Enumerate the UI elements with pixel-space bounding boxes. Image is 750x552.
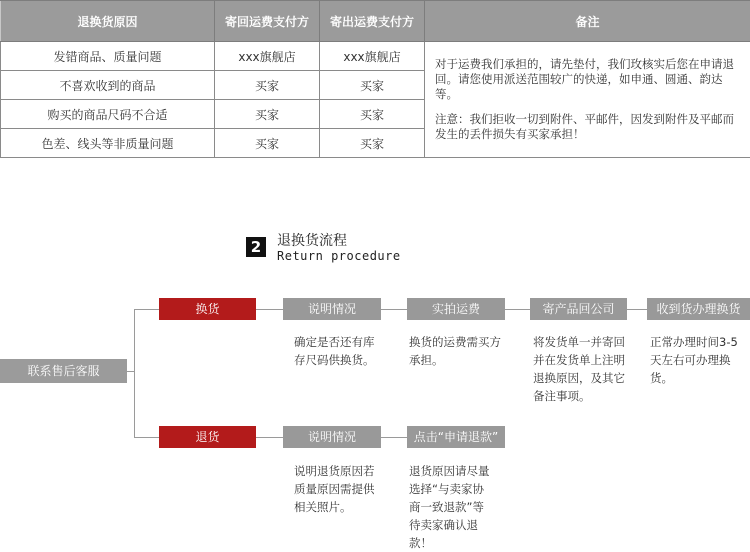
return-step-explain: 说明情况: [283, 426, 381, 448]
exchange-step-process-desc: 正常办理时间3-5天左右可办理换货。: [650, 333, 748, 387]
header-notes: 备注: [425, 1, 750, 42]
cell-reason: 发错商品、质量问题: [1, 42, 215, 71]
exchange-step-shipping-desc: 换货的运费需买方承担。: [409, 333, 501, 369]
return-policy-table: [0, 0, 750, 158]
exchange-step-process: 收到货办理换货: [647, 298, 750, 320]
exchange-step-shipping: 实拍运费: [407, 298, 505, 320]
header-return-shipping-payer: 寄回运费支付方: [215, 1, 320, 42]
section-subtitle: Return procedure: [277, 249, 401, 263]
connector-line: [627, 309, 647, 310]
return-label: 退货: [159, 426, 256, 448]
return-step-apply-refund-desc: 退货原因请尽量选择“与卖家协商一致退款”等待卖家确认退款！: [409, 462, 495, 552]
cell-send-payer: xxx旗舰店: [320, 42, 425, 71]
notes-cell: [425, 42, 750, 158]
cell-reason: 不喜欢收到的商品: [1, 71, 215, 100]
cell-send-payer: 买家: [320, 71, 425, 100]
connector-line: [256, 437, 283, 438]
section-number-badge: 2: [246, 237, 266, 257]
cell-send-payer: 买家: [320, 100, 425, 129]
exchange-step-send-back-desc: 将发货单一并寄回并在发货单上注明退换原因，及其它备注事项。: [533, 333, 625, 405]
cell-return-payer: xxx旗舰店: [215, 42, 320, 71]
cell-reason: 购买的商品尺码不合适: [1, 100, 215, 129]
exchange-step-send-back: 寄产品回公司: [530, 298, 627, 320]
cell-return-payer: 买家: [215, 100, 320, 129]
header-reason: 退换货原因: [1, 1, 215, 42]
connector-line: [505, 309, 530, 310]
section-title: 退换货流程: [277, 233, 347, 249]
note-shipping-advance: 对于运费我们承担的，请先垫付，我们玫核实后您在申请退回。请您使用派送范围较广的快递，如申通、圆通、韵达等。: [435, 57, 742, 102]
exchange-step-explain: 说明情况: [283, 298, 381, 320]
cell-return-payer: 买家: [215, 129, 320, 158]
return-step-apply-refund: 点击“申请退款”: [407, 426, 505, 448]
cell-send-payer: 买家: [320, 129, 425, 158]
cell-reason: 色差、线头等非质量问题: [1, 129, 215, 158]
connector-line: [381, 437, 407, 438]
connector-line: [256, 309, 283, 310]
contact-support-step: 联系售后客服: [0, 359, 127, 383]
return-step-explain-desc: 说明退货原因若质量原因需提供相关照片。: [294, 462, 384, 516]
header-send-shipping-payer: 寄出运费支付方: [320, 1, 425, 42]
exchange-step-explain-desc: 确定是否还有库存尺码供换货。: [294, 333, 384, 369]
connector-line: [134, 309, 135, 437]
connector-line: [134, 437, 159, 438]
table-row: [1, 42, 750, 71]
cell-return-payer: 买家: [215, 71, 320, 100]
table-header-row: [1, 1, 750, 42]
connector-line: [381, 309, 407, 310]
connector-line: [134, 309, 159, 310]
note-attention: 注意：我们拒收一切到附件、平邮件，因发到附件及平邮而发生的丢件损失有买家承担！: [435, 112, 742, 142]
exchange-label: 换货: [159, 298, 256, 320]
